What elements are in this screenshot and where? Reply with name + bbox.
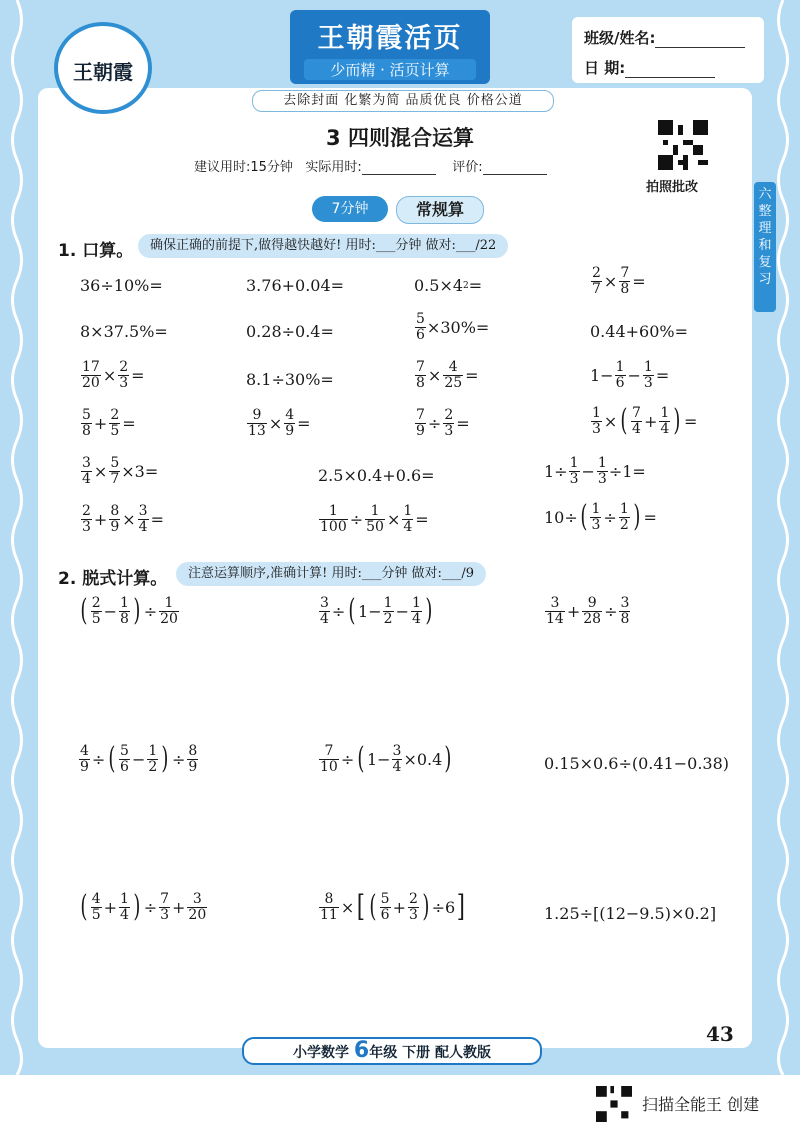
oral-11: $\frac{7}{8}$ × $\frac{4}{25}$ = — [416, 359, 479, 391]
oral-4: $\frac{2}{7}$ × $\frac{7}{8}$ = — [592, 265, 646, 297]
oral-12: 1− $\frac{1}{6}$ − $\frac{1}{3}$ = — [590, 359, 670, 391]
scanner-qr-icon — [596, 1086, 632, 1122]
oral-18: 2.5×0.4+0.6= — [318, 466, 435, 485]
section1-hint: 确保正确的前提下,做得越快越好! 用时:___分钟 做对:___/22 — [138, 234, 508, 258]
written-6: 0.15×0.6÷(0.41−0.38) — [544, 754, 730, 773]
left-wave-border — [8, 0, 26, 1075]
written-9: 1.25÷[(12−9.5)×0.2] — [544, 904, 717, 923]
written-4: $\frac{4}{9}$ ÷ ( 5 6 − $\frac{1}{2}$ ) ÷ $\frac{8}{9}$ — [80, 741, 198, 777]
qr-code-icon[interactable] — [658, 120, 708, 170]
oral-17: $\frac{3}{4}$ × $\frac{5}{7}$ ×3= — [82, 455, 159, 487]
banner-title: 王朝霞活页 — [317, 23, 463, 54]
chapter-side-tab: 六 整理和复习 — [754, 182, 776, 312]
written-2: $\frac{3}{4}$ ÷ ( 1− $\frac{1}{2}$ − $\frac{1}{4}$ ) — [320, 593, 433, 629]
evaluation-label: 评价: — [452, 160, 483, 175]
fraction: $\frac{5}{6}$ — [416, 311, 425, 343]
oral-13: 5 8 + $\frac{2}{5}$ = — [82, 407, 136, 439]
section-badge — [312, 196, 492, 222]
oral-3-eq: = — [468, 276, 483, 295]
oral-8: 0.44+60%= — [590, 322, 688, 341]
written-3: 3 14 + $\frac{9}{28}$ ÷ $\frac{3}{8}$ — [546, 595, 630, 627]
date-row — [584, 57, 715, 78]
oral-9: $\frac{17}{20}$ × $\frac{2}{3}$ = — [82, 359, 145, 391]
oral-19: 1÷ $\frac{1}{3}$ − $\frac{1}{3}$ ÷1= — [544, 455, 646, 487]
header-banner — [290, 10, 490, 84]
oral-15: $\frac{7}{9}$ ÷ $\frac{2}{3}$ = — [416, 407, 470, 439]
fraction: $\frac{2}{7}$ — [592, 265, 601, 297]
section1-title: 1. 口算。 — [58, 241, 134, 261]
page-title: 3 四则混合运算 — [326, 126, 474, 150]
oral-6: 0.28÷0.4= — [246, 322, 334, 341]
written-7: ( 4 5 + $\frac{1}{4}$ ) ÷ $\frac{7}{3}$ + $\frac{3}{20}$ — [80, 889, 207, 925]
oral-1: 36÷10%= — [80, 276, 163, 295]
evaluation-field[interactable] — [483, 160, 547, 175]
banner-subtitle: 少而精 · 活页计算 — [304, 59, 476, 80]
oral-3-base: 0.5×4 — [414, 276, 464, 295]
brand-logo — [54, 22, 152, 114]
section2-title: 2. 脱式计算。 — [58, 569, 168, 589]
oral-7: $\frac{5}{6}$ ×30%= — [416, 311, 490, 343]
date-label: 日 期: — [584, 59, 626, 77]
oral-14: $\frac{9}{13}$ × $\frac{4}{9}$ = — [248, 407, 311, 439]
footer-grade-label: 小学数学 6年级 下册 配人教版 — [242, 1037, 542, 1065]
section2-hint: 注意运算顺序,准确计算! 用时:___分钟 做对:___/9 — [176, 562, 486, 586]
oral-10: 8.1÷30%= — [246, 370, 334, 389]
page-number: 43 — [706, 1022, 734, 1046]
motto: 去除封面 化繁为简 品质优良 价格公道 — [252, 90, 554, 112]
name-box — [572, 17, 764, 83]
scanner-watermark: 扫描全能王 创建 — [642, 1095, 760, 1114]
actual-time-field[interactable] — [362, 160, 436, 175]
oral-16: $\frac{1}{3}$ × ( 7 4 + $\frac{1}{4}$ ) = — [592, 403, 698, 439]
fraction: $\frac{7}{8}$ — [620, 265, 630, 297]
written-1: ( 2 5 − $\frac{1}{8}$ ) ÷ $\frac{1}{20}$ — [80, 593, 178, 629]
suggested-time: 建议用时:15分钟 — [194, 160, 293, 175]
actual-time-label: 实际用时: — [305, 160, 362, 175]
time-suggestion — [194, 156, 547, 175]
oral-20: 2 3 + $\frac{8}{9}$ × $\frac{3}{4}$ = — [82, 503, 164, 535]
oral-22: 10÷ ( $\frac{1}{3}$ ÷ $\frac{1}{2}$ ) = — [544, 499, 657, 535]
badge-label: 常规算 — [396, 196, 484, 224]
oral-5: 8×37.5%= — [80, 322, 168, 341]
class-name-field[interactable] — [655, 31, 745, 48]
oral-2: 3.76+0.04= — [246, 276, 345, 295]
right-wave-border — [774, 0, 792, 1075]
written-8: $\frac{8}{11}$ × [ ( 5 6 + $\frac{2}{3}$ ) ÷6 ] — [320, 889, 466, 925]
oral-3-exponent: 2 — [463, 280, 469, 291]
class-name-label: 班级/姓名: — [584, 29, 656, 47]
oral-21: $\frac{1}{100}$ ÷ $\frac{1}{50}$ × $\frac{1}{4}$ = — [320, 503, 429, 535]
date-field[interactable] — [625, 61, 715, 78]
class-name-row — [584, 27, 745, 48]
logo-text: 王朝霞 — [73, 60, 133, 84]
qr-label: 拍照批改 — [646, 180, 699, 195]
badge-minutes: 7分钟 — [312, 196, 388, 222]
oral-3 — [414, 276, 482, 295]
written-5: $\frac{7}{10}$ ÷ ( 1− $\frac{3}{4}$ ×0.4 ) — [320, 741, 452, 777]
